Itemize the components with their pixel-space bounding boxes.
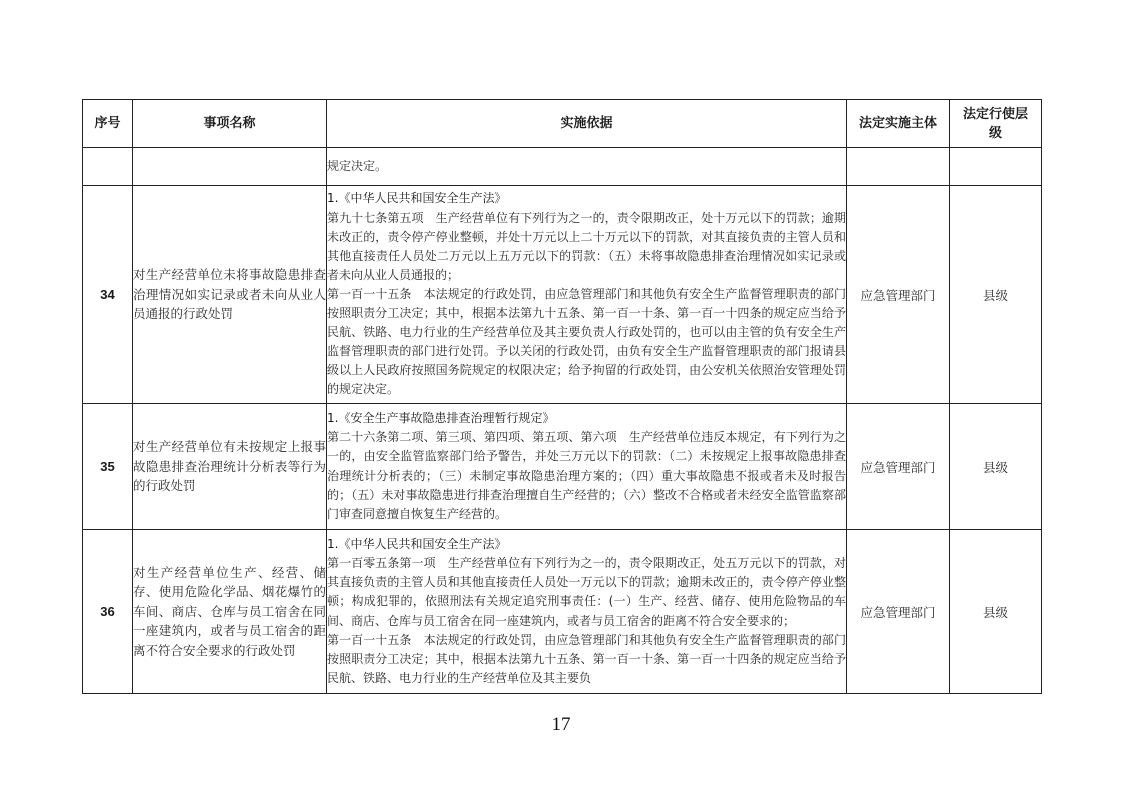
header-name: 事项名称 <box>133 100 327 148</box>
basis-law-title: 1.《中华人民共和国安全生产法》 <box>327 537 507 552</box>
exercise-level: 县级 <box>950 186 1042 404</box>
continuation-basis-text: 规定决定。 <box>327 158 388 173</box>
basis-clause: 第一百一十五条 本法规定的行政处罚，由应急管理部门和其他负有安全生产监督管理职责的部门按照职责分工决定；其中，根据本法第九十五条、第一百一十条、第一百一十四条的规定应当给予民航、铁路、电力行业的生产经营单位及其主要负 <box>327 632 846 685</box>
table-row <box>83 530 1042 694</box>
basis-law-title: 1.《中华人民共和国安全生产法》 <box>327 191 507 206</box>
item-name: 对生产经营单位未将事故隐患排查治理情况如实记录或者未向从业人员通报的行政处罚 <box>133 186 327 404</box>
implementing-subject: 应急管理部门 <box>847 186 950 404</box>
header-basis: 实施依据 <box>327 100 847 148</box>
page-number: 17 <box>551 714 571 735</box>
item-name: 对生产经营单位生产、经营、储存、使用危险化学品、烟花爆竹的车间、商店、仓库与员工宿舍在同一座建筑内，或者与员工宿舍的距离不符合安全要求的行政处罚 <box>133 530 327 694</box>
basis-clause: 第一百一十五条 本法规定的行政处罚，由应急管理部门和其他负有安全生产监督管理职责的部门按照职责分工决定；其中，根据本法第九十五条、第一百一十条、第一百一十四条的规定应当给予民航、铁路、电力行业的生产经营单位及其主要负责人行政处罚的，也可以由主管的负有安全生产监督管理职责的部门进行处罚。予以关闭的行政处罚，由负有安全生产监督管理职责的部门报请县级以上人民政府按照国务院规定的权限决定；给予拘留的行政处罚，由公安机关依照治安管理处罚的规定决定。 <box>327 286 846 397</box>
row-number: 34 <box>83 186 133 404</box>
item-name: 对生产经营单位有未按规定上报事故隐患排查治理统计分析表等行为的行政处罚 <box>133 404 327 530</box>
basis-clause: 第二十六条第二项、第三项、第四项、第五项、第六项 生产经营单位违反本规定，有下列行为之一的，由安全监管监察部门给予警告，并处三万元以下的罚款：（二）未按规定上报事故隐患排查治理统计分析表的；（三）未制定事故隐患治理方案的；（四）重大事故隐患不报或者未及时报告的；（五）未对事故隐患进行排查治理擅自生产经营的；（六）整改不合格或者未经安全监管监察部门审查同意擅自恢复生产经营的。 <box>327 430 846 521</box>
header-row <box>83 100 1042 148</box>
table-row <box>83 186 1042 404</box>
implementing-subject: 应急管理部门 <box>847 404 950 530</box>
exercise-level: 县级 <box>950 404 1042 530</box>
header-level <box>950 100 1042 148</box>
basis-clause: 第九十七条第五项 生产经营单位有下列行为之一的，责令限期改正，处十万元以下的罚款；逾期未改正的，责令停产停业整顿，并处十万元以上二十万元以下的罚款，对其直接负责的主管人员和其他直接责任人员处二万元以上五万元以下的罚款：（五）未将事故隐患排查治理情况如实记录或者未向从业人员通报的； <box>327 210 846 282</box>
row-number: 36 <box>83 530 133 694</box>
regulation-table <box>82 99 1042 694</box>
implementation-basis <box>327 404 847 530</box>
row-number: 35 <box>83 404 133 530</box>
header-level-line1: 法定行使层 <box>962 106 1028 122</box>
implementation-basis <box>327 530 847 694</box>
basis-clause: 第一百零五条第一项 生产经营单位有下列行为之一的，责令限期改正，处五万元以下的罚款，对其直接负责的主管人员和其他直接责任人员处一万元以下的罚款；逾期未改正的，责令停产停业整顿；构成犯罪的，依照刑法有关规定追究刑事责任：(一）生产、经营、储存、使用危险物品的车间、商店、仓库与员工宿舍在同一座建筑内，或者与员工宿舍的距离不符合安全要求的； <box>327 556 846 628</box>
header-no: 序号 <box>83 100 133 148</box>
header-level-line2: 级 <box>988 125 1002 141</box>
basis-law-title: 1.《安全生产事故隐患排查治理暂行规定》 <box>327 411 555 426</box>
implementation-basis <box>327 186 847 404</box>
header-subject: 法定实施主体 <box>847 100 950 148</box>
exercise-level: 县级 <box>950 530 1042 694</box>
table-row <box>83 404 1042 530</box>
implementing-subject: 应急管理部门 <box>847 530 950 694</box>
continuation-row <box>83 148 1042 186</box>
